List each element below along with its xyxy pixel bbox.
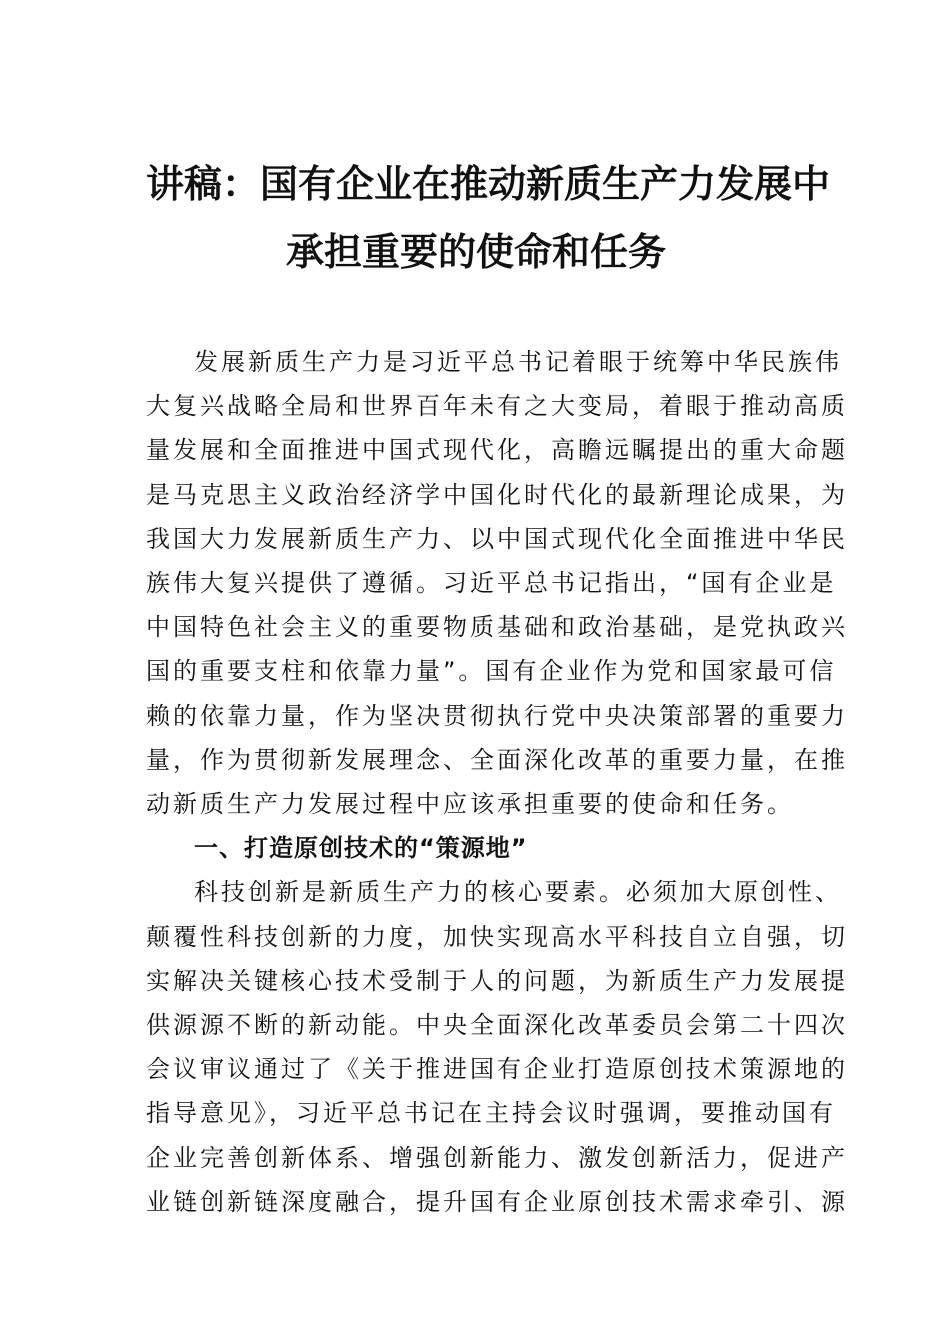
paragraph-line: 是马克思主义政治经济学中国化时代化的最新理论成果，为 xyxy=(146,480,848,509)
paragraph-line: 我国大力发展新质生产力、以中国式现代化全面推进中华民 xyxy=(146,524,848,553)
paragraph-line: 量，作为贯彻新发展理念、全面深化改革的重要力量，在推 xyxy=(146,745,848,774)
section-1-paragraph xyxy=(146,870,848,1224)
paragraph-line: 赖的依靠力量，作为坚决贯彻执行党中央决策部署的重要力 xyxy=(146,701,848,730)
paragraph-line: 实解决关键核心技术受制于人的问题，为新质生产力发展提 xyxy=(146,966,848,995)
paragraph-line: 颠覆性科技创新的力度，加快实现高水平科技自立自强，切 xyxy=(146,922,848,951)
title-line-2: 承担重要的使命和任务 xyxy=(285,229,666,274)
paragraph-line: 供源源不断的新动能。中央全面深化改革委员会第二十四次 xyxy=(146,1011,848,1040)
paragraph-line: 族伟大复兴提供了遵循。习近平总书记指出，“国有企业是 xyxy=(146,569,837,598)
title-line-1: 讲稿：国有企业在推动新质生产力发展中 xyxy=(146,161,831,206)
paragraph-line: 企业完善创新体系、增强创新能力、激发创新活力，促进产 xyxy=(146,1143,848,1172)
paragraph-line: 指导意见》，习近平总书记在主持会议时强调，要推动国有 xyxy=(146,1099,836,1128)
paragraph-line: 业链创新链深度融合，提升国有企业原创技术需求牵引、源 xyxy=(146,1187,848,1216)
paragraph-line: 动新质生产力发展过程中应该承担重要的使命和任务。 xyxy=(146,790,794,819)
paragraph-line: 会议审议通过了《关于推进国有企业打造原创技术策源地的 xyxy=(146,1055,848,1084)
section-heading-1: 一、打造原创技术的“策源地” xyxy=(194,834,528,863)
paragraph-line: 发展新质生产力是习近平总书记着眼于统筹中华民族伟 xyxy=(194,348,842,376)
paragraph-line: 大复兴战略全局和世界百年未有之大变局，着眼于推动高质 xyxy=(146,392,848,421)
intro-paragraph xyxy=(146,340,848,826)
paragraph-line: 科技创新是新质生产力的核心要素。必须加大原创性、 xyxy=(194,878,842,907)
document-page xyxy=(146,150,848,1224)
document-title xyxy=(146,150,831,286)
document-body xyxy=(146,340,848,1224)
paragraph-line: 量发展和全面推进中国式现代化，高瞻远瞩提出的重大命题 xyxy=(146,436,848,465)
paragraph-line: 中国特色社会主义的重要物质基础和政治基础，是党执政兴 xyxy=(146,613,848,642)
paragraph-line: 国的重要支柱和依靠力量”。国有企业作为党和国家最可信 xyxy=(146,657,837,686)
